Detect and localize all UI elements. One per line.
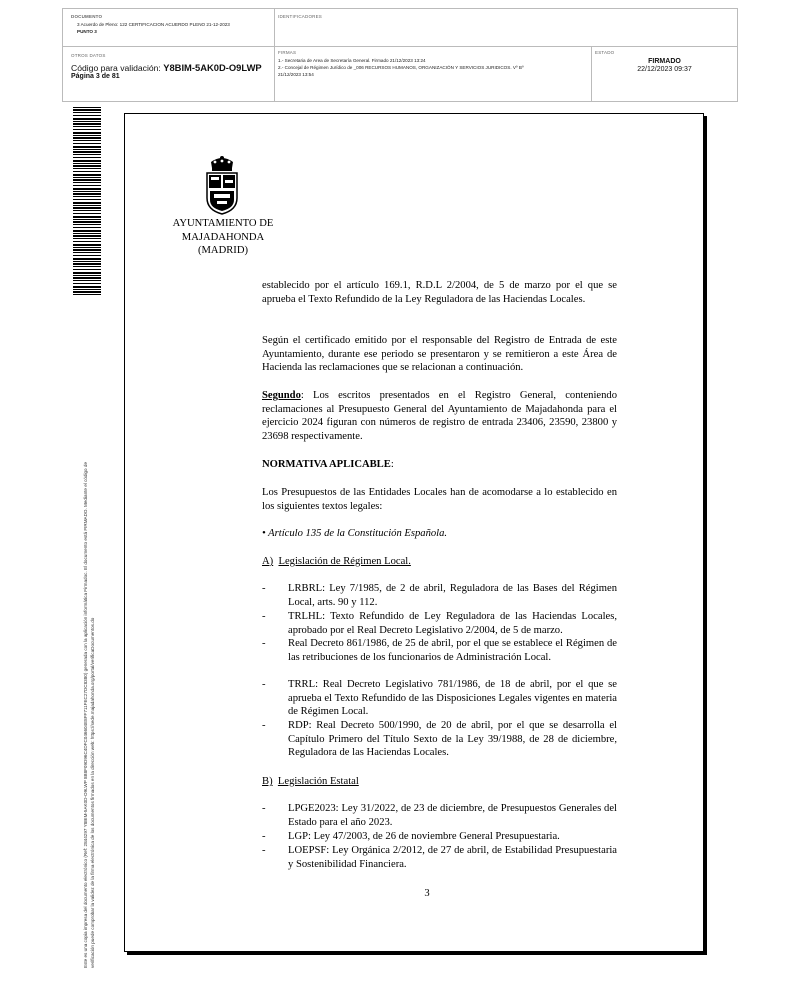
side-verification-text-2: verificación puede comprobar la validez de la firma electrónica de los documentos firmados en la dirección web: https://sede.majadahonda.org/portal/verificaDocumentos.do	[90, 617, 95, 968]
signature-header	[62, 8, 738, 102]
paragraph-4: Los Presupuestos de las Entidades Locales han de acomodarse a lo establecido en los siguientes textos legales:	[262, 487, 617, 512]
validation-code-value: Y8BIM-5AK0D-O9LWP	[163, 62, 262, 73]
page-count: Página 3 de 81	[71, 73, 120, 80]
paragraph-3-text: : Los escritos presentados en el Registro General, conteniendo reclamaciones al Presupuesto General del Ayuntamiento de Majadahonda para el ejercicio 2024 figuran con números de registro de entrada 23406, 23590, 23800 y 23698 respectivamente.	[262, 390, 617, 442]
estado-label: ESTADO	[595, 50, 615, 55]
dash: -	[262, 845, 266, 856]
dash: -	[262, 679, 266, 690]
side-verification-text-1: Este es una copia impresa del documento electrónico (Ref: 2844297 Y8BIM-5AK0D-O9LWP 8B8F09D96C4DFC046604E8FF711FEC27DC8380) generada con la aplicación informática Firmadoc. El documento está FIRMADO. Mediante el código de	[83, 461, 88, 968]
list-item	[262, 582, 617, 609]
normativa-heading: NORMATIVA APLICABLE	[262, 459, 391, 470]
otros-datos-label: OTROS DATOS	[71, 53, 106, 58]
identificadores-cell	[275, 9, 737, 47]
normativa-heading-line	[262, 458, 617, 472]
list-item	[262, 719, 617, 760]
list-item	[262, 830, 617, 844]
estado-date: 22/12/2023 09:37	[637, 66, 692, 73]
list-item	[262, 678, 617, 719]
dash: -	[262, 583, 266, 594]
document-page	[124, 113, 704, 952]
validation-code-label: Código para validación:	[71, 63, 161, 73]
list-item-text: RDP: Real Decreto 500/1990, de 20 de abril, por el que se desarrolla el Capítulo Primero del Título Sexto de la Ley 39/1988, de 28 de diciembre, Reguladora de las Haciendas Locales.	[288, 720, 617, 759]
paragraph-3	[262, 389, 617, 443]
firma-2: 2.- Concejal de Régimen Jurídico de _006 RECURSOS HUMANOS, ORGANIZACIÓN Y SERVICIOS JURIDICOS. Vº Bº	[278, 65, 524, 70]
firmas-label: FIRMAS	[278, 50, 297, 55]
list-item-text: LPGE2023: Ley 31/2022, de 23 de diciembre, de Presupuestos Generales del Estado para el año 2023.	[288, 803, 617, 828]
estado-value: FIRMADO	[648, 58, 681, 65]
section-b-heading	[262, 775, 617, 789]
documento-text-2: PUNTO 3	[77, 29, 97, 34]
firma-2-date: 21/12/2023 13:54	[278, 72, 314, 77]
list-item-text: LGP: Ley 47/2003, de 26 de noviembre General Presupuestaria.	[288, 831, 560, 842]
section-a-heading	[262, 555, 617, 569]
barcode	[73, 107, 101, 297]
documento-cell	[63, 9, 275, 47]
article-135: • Artículo 135 de la Constitución Española.	[262, 528, 448, 539]
section-b-letter: B)	[262, 776, 273, 787]
letterhead-line-3: (MADRID)	[197, 245, 249, 257]
letterhead-line-2: MAJADAHONDA	[181, 231, 265, 243]
letterhead	[163, 217, 283, 258]
dash: -	[262, 611, 266, 622]
normativa-colon: :	[390, 459, 394, 470]
dash: -	[262, 720, 266, 731]
dash: -	[262, 638, 266, 649]
section-b-title: Legislación Estatal	[277, 776, 359, 787]
dash: -	[262, 831, 266, 842]
paragraph-1: establecido por el artículo 169.1, R.D.L 2/2004, de 5 de marzo por el que se aprueba el Texto Refundido de la Ley Reguladora de las Haciendas Locales.	[262, 280, 617, 305]
documento-text: 3 Acuerdo de Pleno: 122 CERTIFICACION ACUERDO PLENO 21-12-2023	[77, 22, 230, 27]
list-item	[262, 610, 617, 637]
validation-code-line	[71, 62, 262, 73]
segundo-heading: Segundo	[262, 390, 301, 401]
list-item-text: Real Decreto 861/1986, de 25 de abril, por el que se establece el Régimen de las retribuciones de los funcionarios de Administración Local.	[288, 638, 617, 663]
identificadores-label: IDENTIFICADORES	[278, 14, 323, 19]
section-a-title: Legislación de Régimen Local.	[278, 556, 411, 567]
paragraph-2: Según el certificado emitido por el responsable del Registro de Entrada de este Ayuntamiento, durante ese periodo se presentaron y se remitieron a este Área de Hacienda las reclamaciones que se relacionan a continuación.	[262, 335, 617, 374]
documento-label: DOCUMENTO	[71, 14, 103, 19]
firma-1: 1.- Secretaria de Area de Secretaría General. Firmado 21/12/2023 13:24	[278, 58, 426, 63]
list-item-text: TRRL: Real Decreto Legislativo 781/1986, de 18 de abril, por el que se aprueba el Texto Refundido de las Disposiciones Legales vigentes en materia de Régimen Local.	[288, 679, 617, 718]
list-item-text: LOEPSF: Ley Orgánica 2/2012, de 27 de abril, de Estabilidad Presupuestaria y Sostenibilidad Financiera.	[288, 845, 617, 870]
coat-of-arms-icon	[203, 154, 241, 216]
letterhead-line-1: AYUNTAMIENTO DE	[172, 218, 274, 229]
otros-datos-cell	[63, 47, 275, 101]
section-a-letter: A)	[262, 556, 274, 567]
list-item	[262, 637, 617, 664]
page-number: 3	[424, 888, 430, 899]
estado-cell	[592, 47, 737, 101]
list-item	[262, 844, 617, 871]
dash: -	[262, 803, 266, 814]
firmas-cell	[275, 47, 592, 101]
list-item-text: LRBRL: Ley 7/1985, de 2 de abril, Reguladora de las Bases del Régimen Local, arts. 90 y 112.	[288, 583, 617, 608]
list-item-text: TRLHL: Texto Refundido de Ley Reguladora de las Haciendas Locales, aprobado por el Real Decreto Legislativo 2/2004, de 5 de marzo.	[288, 611, 617, 636]
list-item	[262, 802, 617, 829]
